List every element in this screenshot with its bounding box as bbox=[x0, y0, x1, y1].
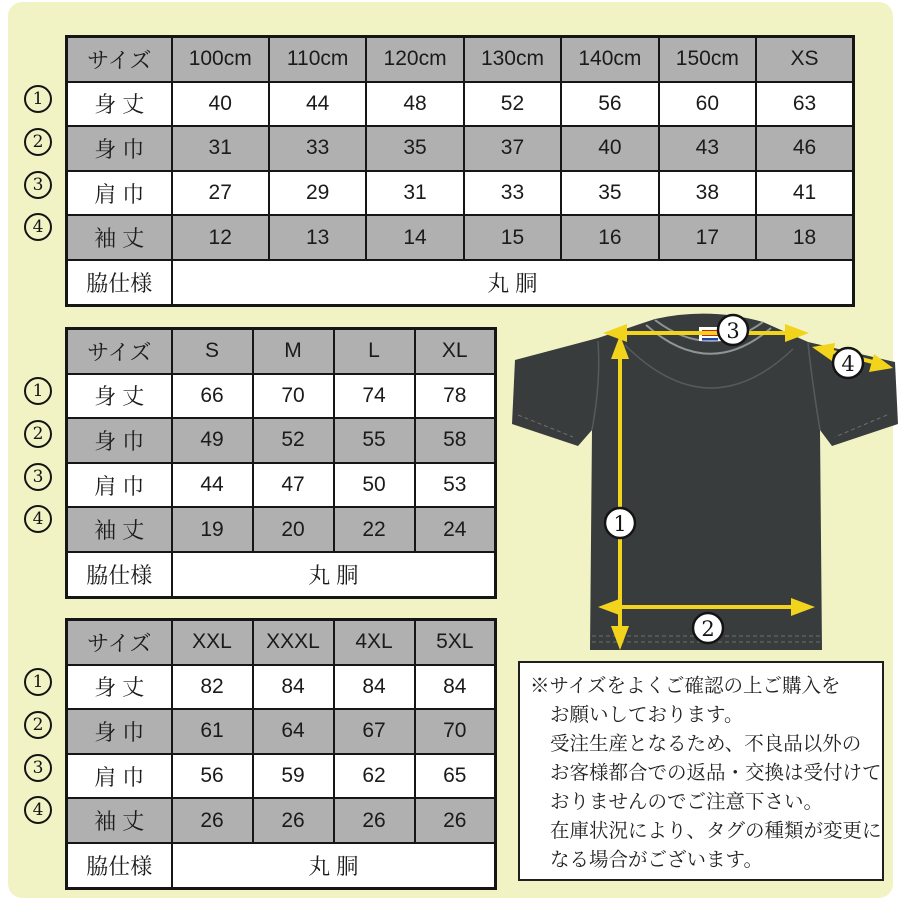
svg-text:2: 2 bbox=[701, 617, 715, 641]
column-header-cell: 130cm bbox=[464, 37, 561, 82]
table-row bbox=[67, 418, 496, 463]
value-cell: 38 bbox=[659, 171, 756, 216]
value-cell: 33 bbox=[464, 171, 561, 216]
table-row bbox=[67, 215, 854, 260]
footer-label-cell: 脇仕様 bbox=[67, 552, 172, 597]
value-cell: 59 bbox=[253, 754, 334, 799]
table-header-row bbox=[67, 329, 496, 374]
column-header-cell: L bbox=[334, 329, 415, 374]
value-cell: 46 bbox=[756, 126, 853, 171]
size-table-s-to-xl bbox=[65, 327, 497, 599]
value-cell: 26 bbox=[334, 798, 415, 843]
row-number-badge: 1 bbox=[24, 85, 52, 113]
measure-label-2 bbox=[693, 613, 723, 643]
row-number-badge: 4 bbox=[24, 213, 52, 241]
value-cell: 60 bbox=[659, 82, 756, 127]
table-footer-row bbox=[67, 843, 496, 888]
column-header-cell: S bbox=[172, 329, 253, 374]
column-header-cell: XXL bbox=[172, 620, 253, 665]
footer-value-cell: 丸 胴 bbox=[172, 260, 854, 305]
value-cell: 13 bbox=[269, 215, 366, 260]
svg-text:1: 1 bbox=[613, 512, 627, 536]
row-number-badge: 4 bbox=[24, 796, 52, 824]
svg-text:3: 3 bbox=[726, 319, 740, 343]
column-header-cell: XXXL bbox=[253, 620, 334, 665]
value-cell: 84 bbox=[334, 665, 415, 710]
value-cell: 84 bbox=[415, 665, 496, 710]
row-label-cell: 袖 丈 bbox=[67, 215, 172, 260]
column-header-cell: 100cm bbox=[172, 37, 269, 82]
size-header-cell: サイズ bbox=[67, 37, 172, 82]
value-cell: 52 bbox=[464, 82, 561, 127]
value-cell: 37 bbox=[464, 126, 561, 171]
row-number-badge: 1 bbox=[24, 377, 52, 405]
size-header-cell: サイズ bbox=[67, 329, 172, 374]
measure-label-4 bbox=[833, 348, 863, 378]
note-line: 受注生産となるため、不良品以外の bbox=[550, 733, 862, 755]
column-header-cell: 150cm bbox=[659, 37, 756, 82]
row-label-cell: 肩 巾 bbox=[67, 754, 172, 799]
table-row bbox=[67, 798, 496, 843]
value-cell: 64 bbox=[253, 709, 334, 754]
row-number-badge: 1 bbox=[24, 668, 52, 696]
note-line: お願いしております。 bbox=[550, 704, 744, 726]
size-table-section-kids bbox=[22, 35, 855, 307]
value-cell: 61 bbox=[172, 709, 253, 754]
column-header-cell: XS bbox=[756, 37, 853, 82]
value-cell: 35 bbox=[561, 171, 658, 216]
value-cell: 16 bbox=[561, 215, 658, 260]
value-cell: 47 bbox=[253, 463, 334, 508]
size-table-section-s-xl bbox=[22, 327, 497, 599]
size-table-kids-to-xs bbox=[65, 35, 855, 307]
column-header-cell: 110cm bbox=[269, 37, 366, 82]
purchase-note bbox=[518, 661, 884, 881]
size-header-cell: サイズ bbox=[67, 620, 172, 665]
measure-label-1 bbox=[605, 508, 635, 538]
row-label-cell: 袖 丈 bbox=[67, 507, 172, 552]
value-cell: 48 bbox=[366, 82, 463, 127]
value-cell: 26 bbox=[253, 798, 334, 843]
value-cell: 49 bbox=[172, 418, 253, 463]
svg-text:4: 4 bbox=[841, 352, 855, 376]
row-label-cell: 身 巾 bbox=[67, 418, 172, 463]
value-cell: 14 bbox=[366, 215, 463, 260]
table-row bbox=[67, 82, 854, 127]
value-cell: 40 bbox=[561, 126, 658, 171]
table-row bbox=[67, 665, 496, 710]
note-line: なる場合がございます。 bbox=[550, 849, 763, 871]
value-cell: 66 bbox=[172, 374, 253, 419]
value-cell: 58 bbox=[415, 418, 496, 463]
value-cell: 50 bbox=[334, 463, 415, 508]
row-number-badge: 2 bbox=[24, 128, 52, 156]
column-header-cell: XL bbox=[415, 329, 496, 374]
value-cell: 29 bbox=[269, 171, 366, 216]
table-row bbox=[67, 507, 496, 552]
table-header-row bbox=[67, 37, 854, 82]
value-cell: 35 bbox=[366, 126, 463, 171]
value-cell: 26 bbox=[415, 798, 496, 843]
value-cell: 17 bbox=[659, 215, 756, 260]
footer-label-cell: 脇仕様 bbox=[67, 260, 172, 305]
column-header-cell: 5XL bbox=[415, 620, 496, 665]
note-line: おりませんのでご注意下さい。 bbox=[550, 791, 824, 813]
value-cell: 33 bbox=[269, 126, 366, 171]
note-line: お客様都合での返品・交換は受付けて bbox=[550, 762, 882, 784]
value-cell: 78 bbox=[415, 374, 496, 419]
value-cell: 43 bbox=[659, 126, 756, 171]
value-cell: 19 bbox=[172, 507, 253, 552]
value-cell: 56 bbox=[172, 754, 253, 799]
table-footer-row bbox=[67, 260, 854, 305]
value-cell: 22 bbox=[334, 507, 415, 552]
value-cell: 52 bbox=[253, 418, 334, 463]
footer-value-cell: 丸 胴 bbox=[172, 552, 496, 597]
row-number-badge: 3 bbox=[24, 463, 52, 491]
column-header-cell: 4XL bbox=[334, 620, 415, 665]
row-label-cell: 身 丈 bbox=[67, 665, 172, 710]
value-cell: 31 bbox=[366, 171, 463, 216]
row-number-badge: 3 bbox=[24, 171, 52, 199]
value-cell: 70 bbox=[253, 374, 334, 419]
value-cell: 74 bbox=[334, 374, 415, 419]
value-cell: 12 bbox=[172, 215, 269, 260]
value-cell: 67 bbox=[334, 709, 415, 754]
value-cell: 44 bbox=[269, 82, 366, 127]
tshirt-measure-diagram bbox=[505, 303, 900, 660]
table-row bbox=[67, 754, 496, 799]
footer-label-cell: 脇仕様 bbox=[67, 843, 172, 888]
value-cell: 31 bbox=[172, 126, 269, 171]
table-row bbox=[67, 171, 854, 216]
row-label-cell: 肩 巾 bbox=[67, 171, 172, 216]
table-row bbox=[67, 374, 496, 419]
value-cell: 26 bbox=[172, 798, 253, 843]
table-row bbox=[67, 126, 854, 171]
value-cell: 82 bbox=[172, 665, 253, 710]
row-number-badge: 4 bbox=[24, 505, 52, 533]
value-cell: 63 bbox=[756, 82, 853, 127]
value-cell: 84 bbox=[253, 665, 334, 710]
value-cell: 53 bbox=[415, 463, 496, 508]
size-table-xxl-to-5xl bbox=[65, 618, 497, 890]
value-cell: 70 bbox=[415, 709, 496, 754]
size-table-section-xxl-5xl bbox=[22, 618, 497, 890]
row-number-badge: 3 bbox=[24, 754, 52, 782]
note-line: 在庫状況により、タグの種類が変更に bbox=[550, 820, 882, 842]
row-label-cell: 身 巾 bbox=[67, 126, 172, 171]
value-cell: 40 bbox=[172, 82, 269, 127]
row-label-cell: 身 巾 bbox=[67, 709, 172, 754]
value-cell: 24 bbox=[415, 507, 496, 552]
footer-value-cell: 丸 胴 bbox=[172, 843, 496, 888]
note-line: ※サイズをよくご確認の上ご購入を bbox=[530, 675, 841, 697]
table-row bbox=[67, 463, 496, 508]
value-cell: 27 bbox=[172, 171, 269, 216]
table-header-row bbox=[67, 620, 496, 665]
row-number-badge: 2 bbox=[24, 711, 52, 739]
row-label-cell: 身 丈 bbox=[67, 82, 172, 127]
table-row bbox=[67, 709, 496, 754]
value-cell: 41 bbox=[756, 171, 853, 216]
measure-label-3 bbox=[718, 315, 748, 345]
value-cell: 20 bbox=[253, 507, 334, 552]
value-cell: 62 bbox=[334, 754, 415, 799]
column-header-cell: 120cm bbox=[366, 37, 463, 82]
value-cell: 65 bbox=[415, 754, 496, 799]
value-cell: 55 bbox=[334, 418, 415, 463]
column-header-cell: M bbox=[253, 329, 334, 374]
value-cell: 18 bbox=[756, 215, 853, 260]
value-cell: 44 bbox=[172, 463, 253, 508]
column-header-cell: 140cm bbox=[561, 37, 658, 82]
row-label-cell: 袖 丈 bbox=[67, 798, 172, 843]
row-label-cell: 肩 巾 bbox=[67, 463, 172, 508]
value-cell: 15 bbox=[464, 215, 561, 260]
table-footer-row bbox=[67, 552, 496, 597]
row-label-cell: 身 丈 bbox=[67, 374, 172, 419]
row-number-badge: 2 bbox=[24, 420, 52, 448]
value-cell: 56 bbox=[561, 82, 658, 127]
